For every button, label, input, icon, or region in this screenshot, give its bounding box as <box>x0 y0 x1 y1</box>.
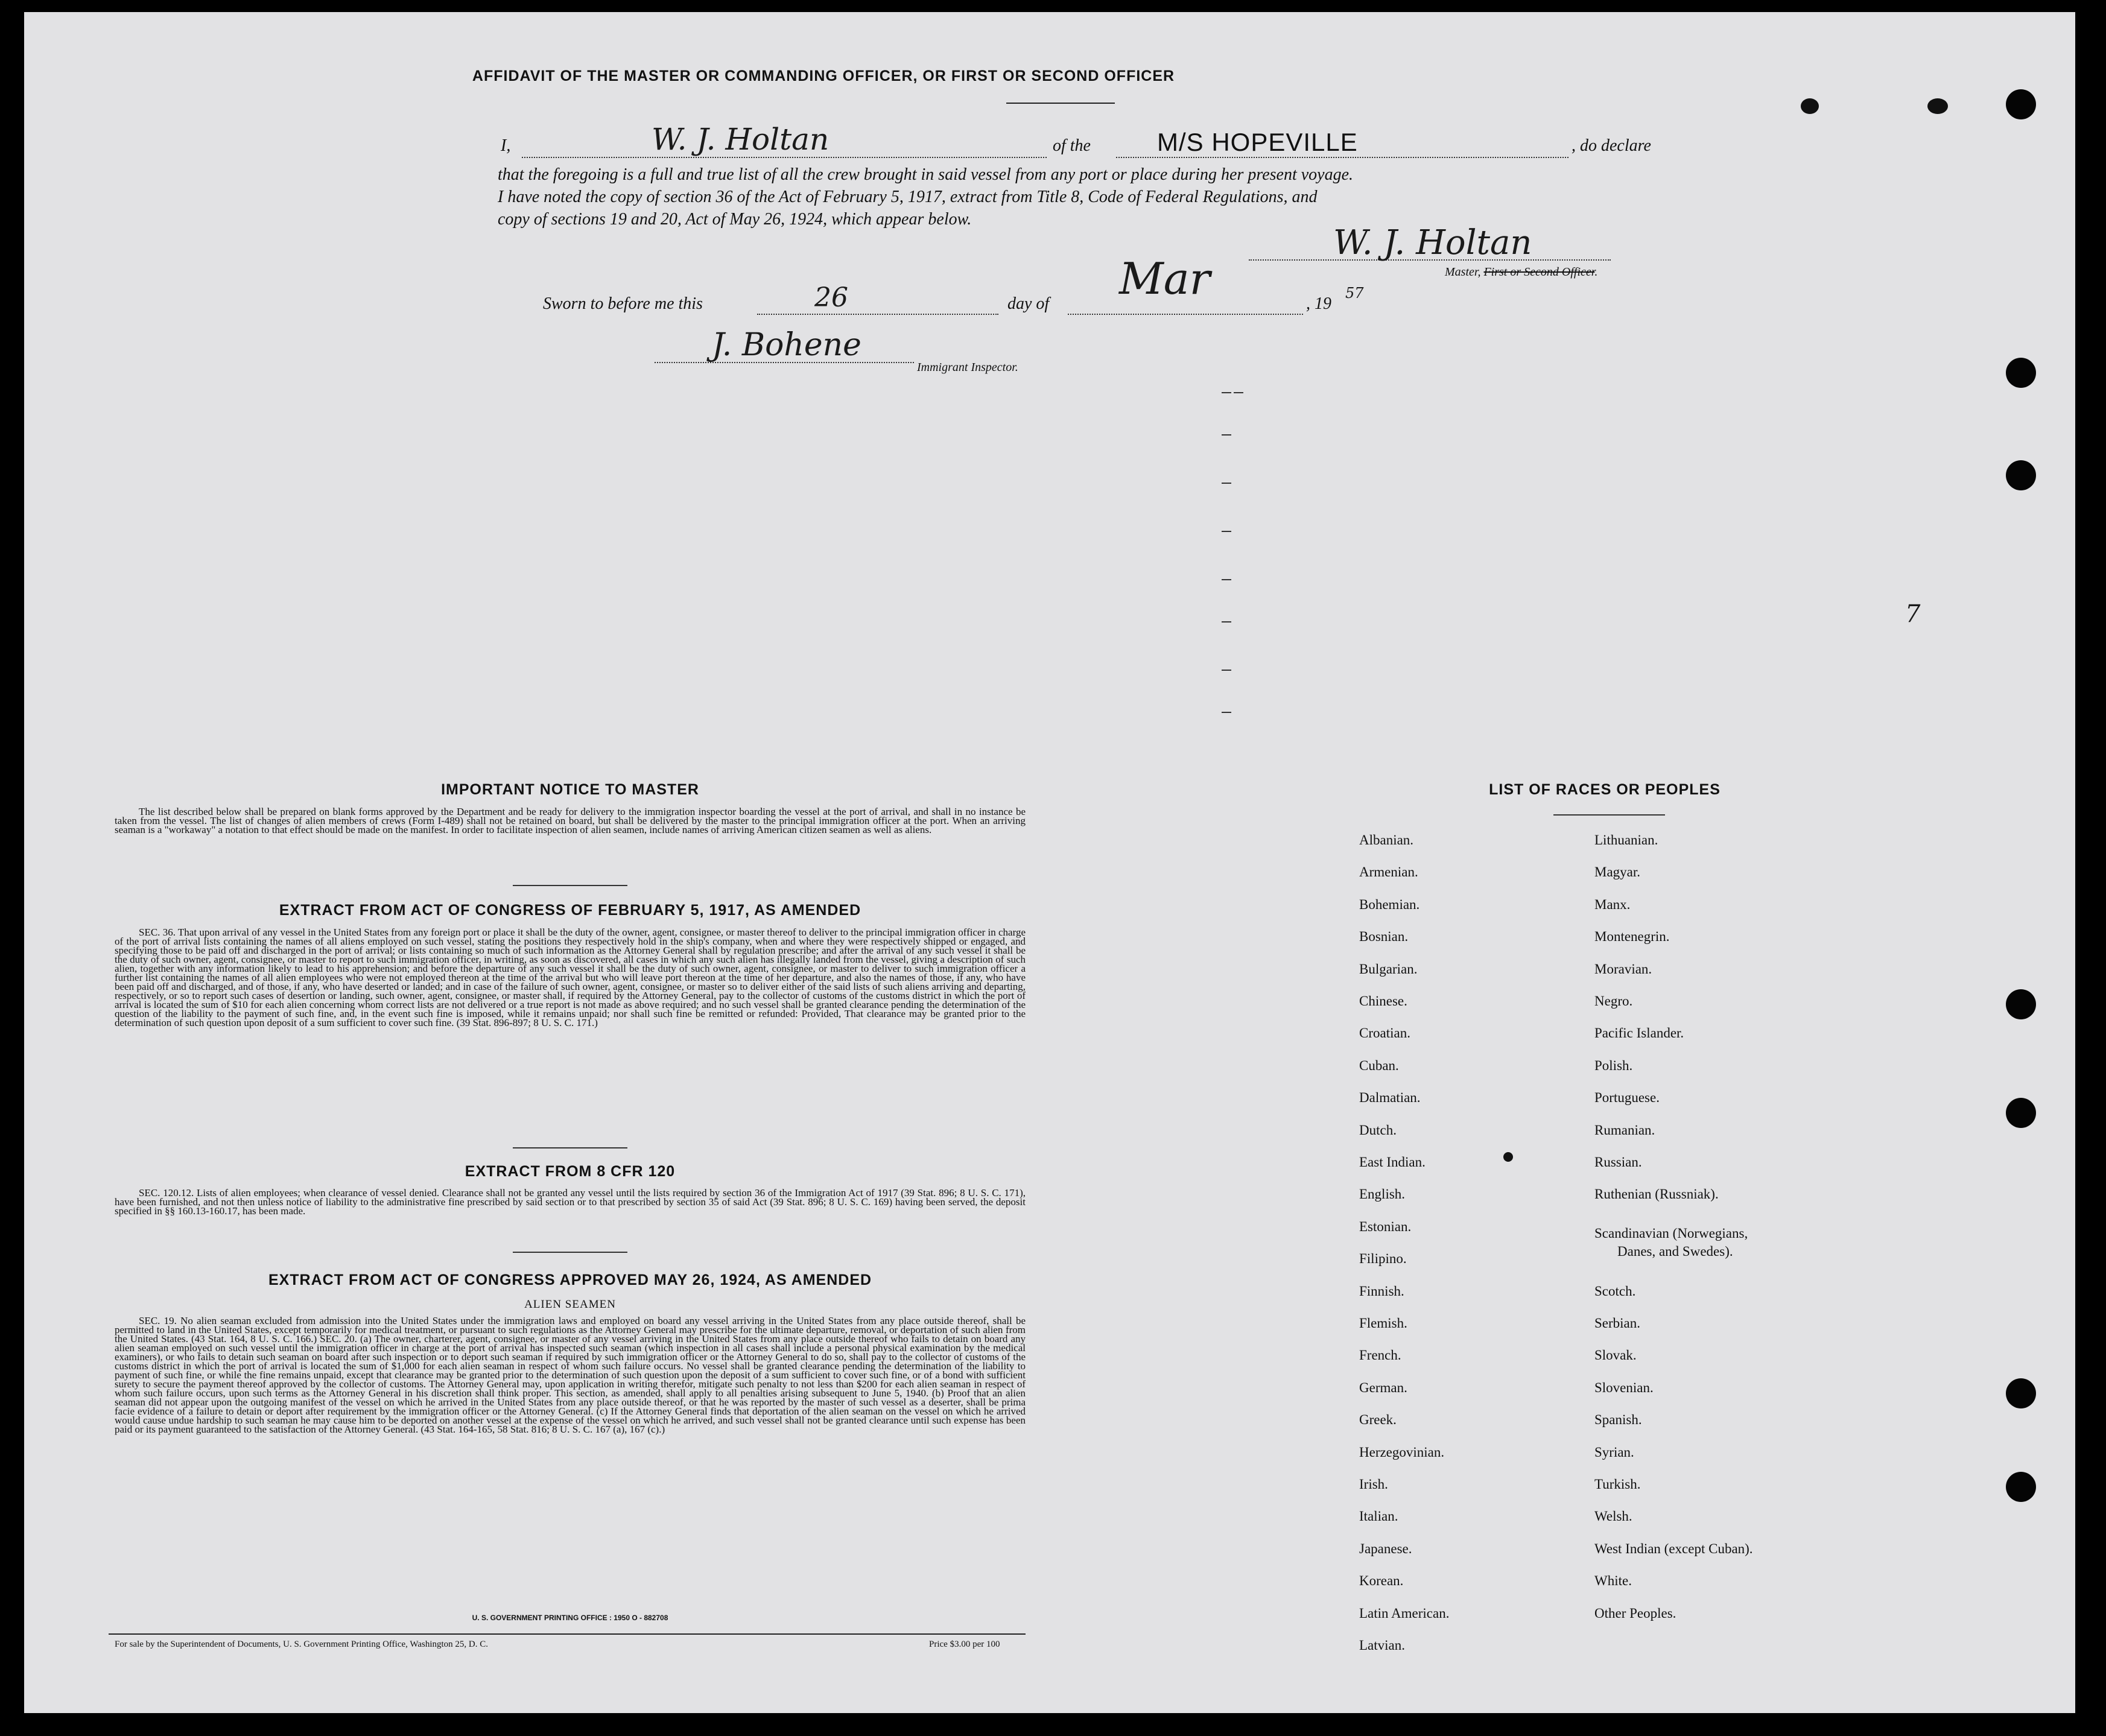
race-item: Herzegovinian. <box>1359 1444 1445 1460</box>
race-item: Slovenian. <box>1594 1380 1654 1395</box>
punch-hole <box>2006 1098 2036 1128</box>
extract1917-body: SEC. 36. That upon arrival of any vessel in the United States from any foreign port or place it shall be the duty of the owner, agent, consignee, or master thereof to deliver to the principal immigration officer in charge of the port of arrival lists containing the names of all aliens employed on such vessel, stating the positions they respectively hold in the ship's company, when and where they were respectively shipped or engaged, and specifying those to be paid off and discharged in the port of arrival; or lists containing so much of such information as the Attorney General shall by regulation prescribe; and after the arrival of any such vessel it shall be the duty of such owner, agent, consignee, or master to report to such immigration officer, in writing, as soon as discovered, all cases in which any such alien has illegally landed from the vessel, giving a description of such alien, together with any information likely to lead to his apprehension; and before the departure of any such vessel it shall be the duty of such owner, agent, consignee, or master to deliver to such immigration officer a further list containing the names of all alien employees who were not employed thereon at the time of the arrival but who will leave port thereon at the time of her departure, and also the names of those, if any, who have been paid off and discharged, and of those, if any, who have deserted or landed; and in case of the failure of such owner, agent, consignee, or master so to deliver either of the said lists of such aliens arriving and departing, respectively, or so to report such cases of desertion or landing, such owner, agent, consignee, or master shall, if required by the Attorney General, pay to the collector of customs of the customs district in which the port of arrival is located the sum of $10 for each alien concerning whom correct lists are not delivered or a true report is not made as above required; and no such vessel shall be granted clearance pending the determination of the question of the liability to the payment of such fine, and, in the event such fine is imposed, while it remains unpaid; nor shall such fine be remitted or refunded: Provided, That clearance may be granted prior to the determination of such question upon deposit of a sum sufficient to cover such fine. (39 Stat. 896-897; 8 U. S. C. 171.) <box>115 927 1026 1028</box>
name-line <box>522 157 1047 158</box>
notice-body: The list described below shall be prepared on blank forms approved by the Department and be ready for delivery to the immigration inspector boarding the vessel at the port of arrival, and shall in no instance be taken from the vessel. The list of changes of alien members of crews (Form I-489) shall not be retained on board, but shall be delivered by the master to the principal immigration officer at the port. When an arriving seaman is a "workaway" a notation to that effect should be made on the manifest. In order to facilitate inspection of alien seamen, include names of arriving American citizen seamen as well as aliens. <box>115 806 1026 835</box>
race-item: German. <box>1359 1380 1407 1395</box>
race-item: Syrian. <box>1594 1444 1634 1460</box>
race-item: Filipino. <box>1359 1251 1407 1267</box>
inspector-caption: Immigrant Inspector. <box>917 361 1018 374</box>
race-item: Cuban. <box>1359 1057 1399 1073</box>
race-item: Ruthenian (Russniak). <box>1594 1186 1719 1202</box>
races-rule <box>1553 814 1665 816</box>
struck-caption: First or Second Officer <box>1483 265 1595 279</box>
race-item: Dalmatian. <box>1359 1090 1421 1106</box>
race-item: Scotch. <box>1594 1283 1636 1299</box>
day-of-label: day of <box>1007 294 1050 313</box>
race-item: Pacific Islander. <box>1594 1025 1684 1041</box>
ink-mark <box>1927 98 1948 114</box>
master-caption-label: Master, <box>1445 265 1481 279</box>
race-item: Manx. <box>1594 896 1631 912</box>
gpo-imprint: U. S. GOVERNMENT PRINTING OFFICE : 1950 O - 882708 <box>472 1614 668 1622</box>
sale-note: For sale by the Superintendent of Documents, U. S. Government Printing Office, Washington 25, D. C. <box>115 1639 488 1649</box>
sworn-label: Sworn to before me this <box>543 294 703 313</box>
race-item: Serbian. <box>1594 1316 1641 1331</box>
race-item: Irish. <box>1359 1477 1388 1492</box>
race-item: Welsh. <box>1594 1509 1632 1524</box>
caption-end: . <box>1594 265 1598 279</box>
race-item: Magyar. <box>1594 864 1641 880</box>
punch-hole <box>2006 460 2036 490</box>
day-line <box>757 314 998 315</box>
rule-2 <box>513 1147 627 1148</box>
punch-hole <box>2006 1472 2036 1502</box>
ink-dot <box>1503 1152 1513 1162</box>
punch-hole <box>2006 89 2036 119</box>
race-item: Greek. <box>1359 1412 1397 1428</box>
extractcfr-body: SEC. 120.12. Lists of alien employees; when clearance of vessel denied. Clearance shall not be granted any vessel until the lists required by section 36 of the Immigration Act of 1917 (39 Stat. 896; 8 U. S. C. 171), have been furnished, and not then unless notice of liability to the administrative fine prescribed by said section or to that prescribed by section 35 of said Act (39 Stat. 896; 8 U. S. C. 169) having been served, the deposit specified in §§ 160.13-160.17, has been made. <box>115 1187 1026 1217</box>
master-caption <box>1445 265 1597 279</box>
races-title: LIST OF RACES OR PEOPLES <box>1489 781 1721 798</box>
month-line <box>1068 314 1303 315</box>
race-item: Albanian. <box>1359 832 1414 847</box>
race-item: Italian. <box>1359 1509 1398 1524</box>
race-item: English. <box>1359 1186 1406 1202</box>
race-item: Dutch. <box>1359 1122 1397 1138</box>
i-label: I, <box>501 136 511 155</box>
race-item: Polish. <box>1594 1057 1633 1073</box>
race-item: Slovak. <box>1594 1348 1637 1363</box>
race-item: Negro. <box>1594 993 1633 1009</box>
master-signature: W. J. Holtan <box>1333 223 1532 262</box>
master-name: W. J. Holtan <box>652 122 829 157</box>
punch-hole <box>2006 989 2036 1019</box>
affidavit-title: AFFIDAVIT OF THE MASTER OR COMMANDING OFFICER, OR FIRST OR SECOND OFFICER <box>472 68 1175 84</box>
race-item: Chinese. <box>1359 993 1407 1009</box>
ink-mark <box>1801 98 1819 114</box>
race-item: Bohemian. <box>1359 896 1420 912</box>
race-item: West Indian (except Cuban). <box>1594 1541 1753 1556</box>
race-item: Flemish. <box>1359 1316 1407 1331</box>
vessel-name: M/S HOPEVILLE <box>1157 128 1358 156</box>
race-item: Spanish. <box>1594 1412 1642 1428</box>
title-rule <box>1006 103 1115 104</box>
race-item: Moravian. <box>1594 961 1652 977</box>
race-item: Latvian. <box>1359 1638 1405 1653</box>
race-item: East Indian. <box>1359 1155 1426 1170</box>
race-item: Other Peoples. <box>1594 1605 1676 1621</box>
race-item: Montenegrin. <box>1594 929 1670 945</box>
race-item: Rumanian. <box>1594 1122 1655 1138</box>
rule-1 <box>513 885 627 886</box>
race-item: Latin American. <box>1359 1605 1450 1621</box>
declaration-line-1: that the foregoing is a full and true list of all the crew brought in said vessel from any port or place during her present voyage. <box>498 165 1354 184</box>
sworn-day: 26 <box>814 282 848 313</box>
race-item: Portuguese. <box>1594 1090 1660 1106</box>
race-item: Japanese. <box>1359 1541 1412 1556</box>
declaration-line-3: copy of sections 19 and 20, Act of May 26, 1924, which appear below. <box>498 210 972 229</box>
declaration-line-2: I have noted the copy of section 36 of the Act of February 5, 1917, extract from Title 8, Code of Federal Regulations, and <box>498 188 1318 206</box>
race-item: French. <box>1359 1348 1401 1363</box>
do-declare-label: , do declare <box>1572 136 1651 155</box>
vessel-line <box>1116 157 1568 158</box>
punch-hole <box>2006 1378 2036 1408</box>
race-item: Turkish. <box>1594 1477 1641 1492</box>
race-item: Croatian. <box>1359 1025 1410 1041</box>
race-item: Armenian. <box>1359 864 1418 880</box>
race-item: Estonian. <box>1359 1218 1412 1234</box>
rule-3 <box>513 1252 627 1253</box>
sworn-month: Mar <box>1119 253 1211 304</box>
extract1924-title: EXTRACT FROM ACT OF CONGRESS APPROVED MAY 26, 1924, AS AMENDED <box>268 1272 872 1288</box>
race-item: Bosnian. <box>1359 929 1409 945</box>
race-item: White. <box>1594 1573 1632 1589</box>
race-item: Scandinavian (Norwegians, <box>1594 1226 1748 1241</box>
extract1924-body: SEC. 19. No alien seaman excluded from admission into the United States under the immigration laws and employed on board any vessel arriving in the United States from any place outside thereof, shall be permitted to land in the United States, except temporarily for medical treatment, or pursuant to such regulations as the Attorney General may prescribe for the ultimate departure, removal, or deportation of such alien from the United States. (43 Stat. 164, 8 U. S. C. 166.) SEC. 20. (a) The owner, charterer, agent, consignee, or master of any vessel arriving in the United States from any place outside thereof who fails to detain on board any alien seaman employed on such vessel until the immigration officer in charge at the port of arrival has inspected such seaman (which inspection in all cases shall include a personal physical examination by the medical examiners), or who fails to detain such seaman on board after such inspection or to deport such seaman if required by such immigration officer or the Attorney General to do so, shall pay to the collector of customs of the customs district in which the port of arrival is located the sum of $1,000 for each alien seaman in respect of whom such failure occurs. No vessel shall be granted clearance pending the determination of the liability to payment of such fine, or while the fine remains unpaid, except that clearance may be granted prior to the determination of such question upon the deposit of a sum sufficient to cover such fine, or of a bond with sufficient surety to secure the payment thereof approved by the collector of customs. The Attorney General may, upon application in writing therefor, mitigate such penalty to not less than $200 for each alien seaman in respect of whom such failure occurs, upon such terms as the Attorney General in his discretion shall think proper. This section, as amended, shall apply to all penalties arising subsequent to June 5, 1940. (b) Proof that an alien seaman did not appear upon the outgoing manifest of the vessel on which he arrived in the United States from any place outside thereof, or that he was reported by the master of such vessel as a deserter, shall be prima facie evidence of a failure to detain or deport after requirement by the immigration officer or the Attorney General. (c) If the Attorney General finds that deportation of the alien seaman on the vessel on which he arrived would cause undue hardship to such seaman he may cause him to be deported on another vessel at the expense of the vessel on which he arrived, and such vessel shall not be granted clearance until such expense has been paid or its payment guaranteed to the satisfaction of the Attorney General. (43 Stat. 164-165, 58 Stat. 816; 8 U. S. C. 167 (a), 167 (c).) <box>115 1315 1026 1435</box>
of-the-label: of the <box>1053 136 1091 155</box>
footer-rule <box>109 1633 1026 1635</box>
race-item: Russian. <box>1594 1155 1642 1170</box>
race-item: Lithuanian. <box>1594 832 1658 847</box>
year-suffix: 57 <box>1345 285 1364 302</box>
extract1917-title: EXTRACT FROM ACT OF CONGRESS OF FEBRUARY 5, 1917, AS AMENDED <box>279 902 861 919</box>
race-item: Korean. <box>1359 1573 1404 1589</box>
extractcfr-title: EXTRACT FROM 8 CFR 120 <box>465 1163 676 1180</box>
extract1924-subtitle: ALIEN SEAMEN <box>524 1298 616 1311</box>
race-item: Finnish. <box>1359 1283 1404 1299</box>
year-prefix: , 19 <box>1306 294 1331 313</box>
form-sheet <box>24 12 2075 1713</box>
race-item: Bulgarian. <box>1359 961 1418 977</box>
race-item: Danes, and Swedes). <box>1617 1244 1733 1259</box>
notice-title: IMPORTANT NOTICE TO MASTER <box>441 781 699 798</box>
price-note: Price $3.00 per 100 <box>929 1639 1000 1649</box>
margin-mark: 7 <box>1905 600 1921 628</box>
punch-hole <box>2006 358 2036 388</box>
inspector-signature: J. Bohene <box>712 327 861 363</box>
